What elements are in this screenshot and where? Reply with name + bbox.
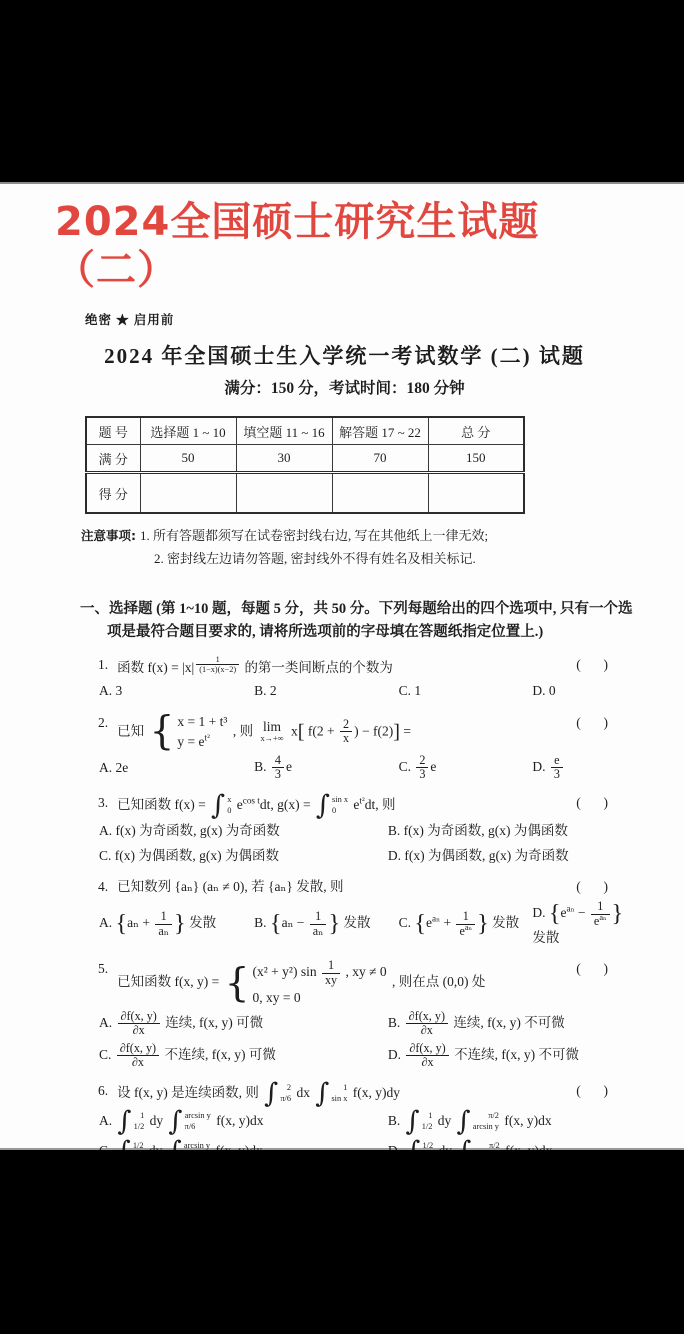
question-number: 3. bbox=[98, 794, 109, 810]
question-2 bbox=[98, 709, 634, 782]
question-stem: 已知 { x = 1 + t³ $y = e^{t^2}$ , 则 lim x→+∞ x[ f(2 + $\frac{2}{x}$ ) − f(2)] = bbox=[117, 709, 411, 755]
option-d: D. $\frac{e}{3}$ bbox=[532, 754, 634, 782]
option-c: C. $\frac{2}{3}$ e bbox=[398, 753, 437, 782]
question-number: 5. bbox=[98, 961, 109, 977]
score-header-cell: 题 号 bbox=[86, 417, 140, 445]
option-a: A. 2e bbox=[99, 759, 129, 775]
score-header-cell: 解答题 17 ~ 22 bbox=[332, 417, 428, 445]
score-table bbox=[85, 416, 525, 514]
option-a: A. 3 bbox=[99, 683, 123, 699]
score-header-cell: 总 分 bbox=[428, 417, 524, 445]
option-c: 1/2 arcsin y bbox=[132, 1140, 211, 1150]
option-d: D. f(x) 为偶函数, g(x) 为奇函数 bbox=[387, 847, 569, 863]
option-c: C. $\frac{\partial f(x, y)}{\partial x}$ 不连续, f(x, y) 可微 bbox=[99, 1040, 276, 1070]
fullmarks-cell: 150 bbox=[428, 445, 524, 473]
option-b: B. f(x) 为奇函数, g(x) 为偶函数 bbox=[387, 823, 568, 839]
option-d: 1/2 π/2 bbox=[422, 1140, 500, 1150]
page-title: 2024全国硕士研究生试题（二） bbox=[55, 199, 540, 293]
question-4 bbox=[98, 877, 634, 948]
question-options bbox=[99, 821, 634, 866]
question-options bbox=[99, 681, 634, 701]
classification-label: 绝密 ★ 启用前 bbox=[85, 313, 175, 327]
option-a: A. $\frac{\partial f(x, y)}{\partial x}$ 连续, f(x, y) 可微 bbox=[99, 1009, 264, 1038]
option-b: B. $\frac{4}{3}$ e bbox=[254, 753, 292, 782]
answer-bracket: ( ) bbox=[576, 656, 608, 672]
option-d: D. $\frac{\partial f(x, y)}{\partial x}$ 不连续, f(x, y) 不可微 bbox=[387, 1040, 579, 1070]
fullmarks-cell: 50 bbox=[140, 445, 236, 473]
question-options bbox=[99, 1010, 634, 1069]
notes bbox=[81, 526, 634, 572]
fullmarks-cell: 30 bbox=[236, 445, 332, 473]
score-cell bbox=[332, 473, 428, 514]
question-stem: 已知数列 {aₙ} (aₙ ≠ 0), 若 {aₙ} 发散, 则 bbox=[117, 878, 344, 894]
option-b: B. 2 bbox=[254, 683, 277, 699]
score-header-cell: 选择题 1 ~ 10 bbox=[140, 417, 236, 445]
option-a: A. ∫ 1 1/2 dy ∫ arcsin y π/6 f(x, y)dx bbox=[99, 1106, 264, 1138]
score-label: 得 分 bbox=[86, 473, 140, 514]
option-a: A. {aₙ + $\frac{1}{\text{aₙ}}$ } 发散 bbox=[99, 909, 217, 938]
note-line-1: 1. 所有答题都须写在试卷密封线右边, 写在其他纸上一律无效; bbox=[140, 528, 489, 543]
option-d: D. 0 bbox=[532, 683, 556, 699]
question-number: 6. bbox=[98, 1082, 109, 1098]
question-number: 4. bbox=[98, 878, 109, 894]
top-letterbox bbox=[0, 0, 684, 182]
fullmarks-label: 满 分 bbox=[86, 445, 140, 473]
option-c: C. 1 bbox=[398, 683, 422, 699]
answer-bracket: ( ) bbox=[576, 1082, 608, 1098]
question-stem: 已知函数 f(x) = ∫ x 0 $e^{cos t}dt$, g(x) = ∫ sin x 0 $e^{t^2}dt$, 则 bbox=[117, 789, 396, 821]
question-5 bbox=[98, 959, 634, 1069]
exam-page bbox=[0, 182, 684, 1150]
question-stem: 设 f(x, y) 是连续函数, 则 ∫ 2 π/6 dx ∫ 1 sin x f(x, y)dy bbox=[117, 1077, 401, 1109]
option-b: B. ∫ 1 1/2 dy ∫ π/2 arcsin y f(x, y)dx bbox=[387, 1106, 552, 1138]
question-3 bbox=[98, 789, 634, 866]
option-b: B. $\frac{\partial f(x, y)}{\partial x}$ 连续, f(x, y) 不可微 bbox=[387, 1009, 565, 1038]
question-number: 1. bbox=[98, 656, 109, 672]
option-d: D. {$e^{a_n}$ − $\frac{1}{e^{a_n}}$ } 发散 bbox=[532, 899, 624, 945]
question-options bbox=[99, 900, 634, 948]
fullmarks-cell: 70 bbox=[332, 445, 428, 473]
option-a: A. f(x) 为奇函数, g(x) 为奇函数 bbox=[99, 823, 280, 839]
exam-subtitle: 满分：150 分，考试时间：180 分钟 bbox=[224, 380, 465, 397]
question-number: 2. bbox=[98, 714, 109, 730]
section-heading: 一、选择题 (第 1~10 题，每题 5 分，共 50 分。下列每题给出的四个选项中, 只有一个选项是最符合题目要求的, 请将所选项前的字母填在答题纸指定位置上.) bbox=[80, 600, 633, 640]
answer-bracket: ( ) bbox=[576, 961, 608, 977]
question-stem: 函数 f(x) = |x| $^{\frac{1}{(1-x)(x-2)}}$ 的第一类间断点的个数为 bbox=[117, 654, 393, 676]
option-c: C. f(x) 为偶函数, g(x) 为偶函数 bbox=[99, 847, 279, 863]
score-table-score-row bbox=[86, 473, 524, 514]
question-stem: 已知函数 f(x, y) = { (x² + y²) sin $\frac{1}{xy}$ , xy ≠ 0 0, xy = 0 , 则在点 (0,0) 处 bbox=[117, 958, 486, 1006]
note-line-2: 2. 密封线左边请勿答题, 密封线外不得有姓名及相关标记. bbox=[154, 550, 476, 566]
score-header-cell: 填空题 11 ~ 16 bbox=[236, 417, 332, 445]
notes-label: 注意事项: bbox=[81, 528, 136, 543]
answer-bracket: ( ) bbox=[576, 794, 608, 810]
exam-title: 2024 年全国硕士生入学统一考试数学 (二) 试题 bbox=[104, 344, 585, 368]
question-options bbox=[99, 754, 634, 782]
answer-bracket: ( ) bbox=[576, 878, 608, 894]
score-table-fullmarks-row bbox=[86, 445, 524, 473]
score-table-header-row bbox=[86, 417, 524, 445]
answer-bracket: ( ) bbox=[576, 714, 608, 730]
score-cell bbox=[428, 473, 524, 514]
score-cell bbox=[236, 473, 332, 514]
option-c: C. {$e^{a_n}$ + $\frac{1}{e^{a_n}}$ } 发散 bbox=[398, 909, 520, 938]
bottom-letterbox bbox=[0, 1150, 684, 1334]
option-b: B. {aₙ − $\frac{1}{\text{aₙ}}$ } 发散 bbox=[254, 909, 371, 938]
question-1 bbox=[98, 655, 634, 702]
score-cell bbox=[140, 473, 236, 514]
